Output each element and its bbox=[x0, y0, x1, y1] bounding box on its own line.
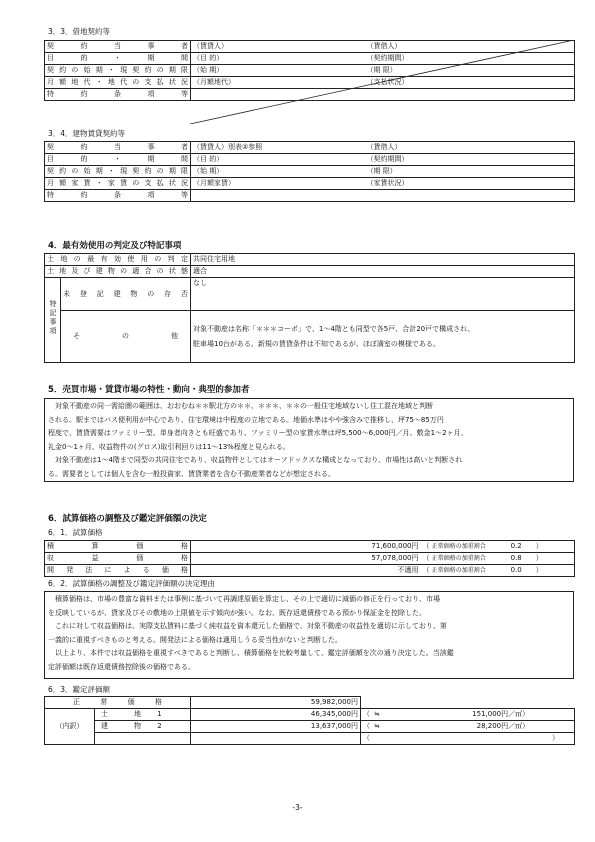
seijo-label-char: 格 bbox=[154, 698, 162, 706]
table-row bbox=[45, 154, 575, 166]
row-right-value: （賃借人） bbox=[365, 142, 575, 154]
unregistered-value: なし bbox=[191, 278, 575, 311]
land-no: 1 bbox=[157, 710, 162, 718]
blank-label-cell bbox=[95, 733, 191, 745]
tokki-label: 特記事項 bbox=[49, 300, 57, 336]
row-right-value: （契約期間） bbox=[365, 154, 575, 166]
market-text-line: 対象不動産は1～4階まで同型の共同住宅であり、収益物件としてはオーソドックスな構成となっており、市場性は高いと判断され bbox=[48, 456, 463, 464]
trial-label: 収益価格 bbox=[45, 553, 191, 565]
reason-text-line: 積算価格は、市場の豊富な資料または事例に基づいて再調達原価を算定し、その上で適切に減価の修正を行っており、市場 bbox=[48, 595, 440, 603]
row-left-value: （始 期） bbox=[191, 65, 365, 77]
row-right-value bbox=[365, 190, 575, 202]
trial-ratio-cell: （ 正常価格の加重割合 0.2 ） bbox=[421, 541, 575, 553]
lease-building-table-wrap bbox=[44, 141, 574, 202]
row-right-value: （期 限） bbox=[365, 166, 575, 178]
market-text-line: 礼金0～1ヶ月、収益物件の(グロス)取引利回りは11～13%程度と見られる。 bbox=[48, 442, 290, 451]
market-text-line: 対象不動産の同一需給圏の範囲は、おおむね＊＊駅北方の＊＊、＊＊＊、＊＊の一般住宅地域ないし住工混在地域と判断 bbox=[48, 402, 433, 410]
bldg-approx: ≒ bbox=[374, 722, 380, 730]
trial-label: 積算価格 bbox=[45, 541, 191, 553]
section-6-1-heading: 6．1．試算価格 bbox=[48, 528, 103, 537]
row-label: 月額家賃・家賃の支払状況 bbox=[45, 178, 191, 190]
row-label: 特約条項等 bbox=[45, 190, 191, 202]
bldg-label-cell bbox=[95, 721, 191, 733]
best-use-label: 土地の最有効使用の判定 bbox=[45, 254, 191, 266]
trial-price-table-wrap bbox=[44, 540, 574, 577]
naiyaku-label: （内訳） bbox=[45, 709, 95, 745]
lease-land-table-wrap bbox=[44, 40, 574, 124]
row-label: 目的・期間 bbox=[45, 53, 191, 65]
trial-label: 開発法による価格 bbox=[45, 565, 191, 577]
table-row bbox=[45, 190, 575, 202]
trial-ratio: 0.8 bbox=[510, 554, 522, 562]
table-row bbox=[45, 541, 575, 553]
other-line-1: 対象不動産は名称「＊＊＊コーポ」で、1～4階とも同型で各5戸、合計20戸で構成され、 bbox=[193, 324, 475, 333]
other-label-1: そ bbox=[73, 332, 80, 340]
bldg-value: 13,637,000円 bbox=[191, 721, 361, 733]
row-label: 契約の始期・現契約の期限 bbox=[45, 65, 191, 77]
seijo-label-cell bbox=[45, 697, 191, 709]
tokki-label-cell bbox=[45, 278, 61, 363]
market-text-line: される。駅まではバス便利用が中心であり、住宅環境は中程度の立地である。地価水準はやや強含みで推移し、坪75～85万円 bbox=[48, 415, 444, 424]
row-left-value: （賃貸人） bbox=[191, 41, 365, 53]
seijo-label-char: 正 bbox=[73, 698, 80, 706]
section-6-heading: 6．試算価格の調整及び鑑定評価額の決定 bbox=[48, 514, 207, 524]
table-row bbox=[45, 142, 575, 154]
best-use-table-wrap bbox=[44, 253, 574, 363]
trial-ratio-label: 正常価格の加重割合 bbox=[431, 555, 486, 562]
reason-text-line: 一義的に重視すべきものと考える。開発法による価格は適用しうる妥当性がないと判断した。 bbox=[48, 635, 342, 644]
appraisal-table bbox=[44, 696, 575, 745]
land-label-cell bbox=[95, 709, 191, 721]
section-6-3-heading: 6．3．鑑定評価額 bbox=[48, 685, 111, 694]
table-row bbox=[45, 565, 575, 577]
other-label-cell bbox=[61, 311, 191, 363]
strike-through-diagonal bbox=[190, 40, 574, 124]
row-left-value: （目 的） bbox=[191, 53, 365, 65]
row-left-value: （月額地代） bbox=[191, 77, 365, 89]
reason-text-line: 以上より、本件では収益価格を重視すべきであると判断し、積算価格を比較考量して、鑑定評価額を次の通り決定した。当該鑑 bbox=[48, 649, 454, 657]
trial-ratio-label: 正常価格の加重割合 bbox=[431, 567, 486, 574]
other-label-3: 他 bbox=[171, 332, 178, 340]
row-left-value: （賃貸人）別表②参照 bbox=[191, 142, 365, 154]
table-row bbox=[45, 166, 575, 178]
bldg-unit: 28,200円／㎡ bbox=[476, 722, 523, 730]
trial-ratio-cell: （ 正常価格の加重割合 0.8 ） bbox=[421, 553, 575, 565]
reason-text-box bbox=[44, 591, 574, 679]
row-left-value: （目 的） bbox=[191, 154, 365, 166]
bldg-unit-cell: （ ≒ 28,200円／㎡） bbox=[361, 721, 575, 733]
table-row bbox=[45, 553, 575, 565]
row-right-value: （契約期間） bbox=[365, 53, 575, 65]
trial-value: 不適用 bbox=[191, 565, 421, 577]
other-label-2: の bbox=[122, 332, 129, 340]
section-6-2-heading: 6．2．試算価格の調整及び鑑定評価額の決定理由 bbox=[48, 579, 216, 588]
lease-building-table bbox=[44, 141, 575, 202]
seijo-value: 59,982,000円 bbox=[191, 697, 361, 709]
best-use-value: 共同住宅用地 bbox=[191, 254, 575, 266]
suitability-value: 適合 bbox=[191, 266, 575, 278]
section-5-heading: 5．売買市場・賃貸市場の特性・動向・典型的参加者 bbox=[48, 385, 250, 395]
land-approx: ≒ bbox=[374, 710, 380, 718]
row-label: 月額地代・地代の支払状況 bbox=[45, 77, 191, 89]
bldg-no: 2 bbox=[157, 722, 162, 730]
blank-value-cell bbox=[191, 733, 361, 745]
row-label: 目的・期間 bbox=[45, 154, 191, 166]
trial-ratio-label: 正常価格の加重割合 bbox=[431, 543, 486, 550]
reason-text-line: これに対して収益価格は、実際支払賃料に基づく純収益を資本還元した価格で、対象不動産の収益性を適切に示しており、第 bbox=[48, 622, 447, 630]
row-left-value: （始 期） bbox=[191, 166, 365, 178]
land-unit-cell: （ ≒ 151,000円／㎡） bbox=[361, 709, 575, 721]
seijo-label-char: 常 bbox=[100, 698, 108, 706]
reason-text-line: を反映しているが、貸家及びその敷地の上限値を示す傾向が強い。なお、既存返還債務である預かり保証金を控除した。 bbox=[48, 608, 426, 617]
row-label: 契約当事者 bbox=[45, 142, 191, 154]
blank-unit-cell: （ ） bbox=[361, 733, 575, 745]
bldg-label: 建物 bbox=[101, 722, 141, 730]
row-label: 契約当事者 bbox=[45, 41, 191, 53]
suitability-label: 土地及び建物の適合の状態 bbox=[45, 266, 191, 278]
row-right-value: （支払状況） bbox=[365, 77, 575, 89]
trial-value: 71,600,000円 bbox=[191, 541, 421, 553]
row-label: 特約条項等 bbox=[45, 89, 191, 101]
row-right-value: （期 限） bbox=[365, 65, 575, 77]
page-number: -3- bbox=[292, 803, 303, 812]
trial-value: 57,078,000円 bbox=[191, 553, 421, 565]
row-left-value bbox=[191, 190, 365, 202]
market-text-box bbox=[44, 398, 574, 482]
table-row bbox=[45, 178, 575, 190]
market-text-line: 程度で、賃貸需要はファミリー型、単身者向きとも旺盛であり、ファミリー型の家賃水準は坪5,500～6,000円／月、敷金1～2ヶ月、 bbox=[48, 429, 468, 437]
seijo-label-char: 価 bbox=[127, 698, 135, 706]
best-use-table bbox=[44, 253, 575, 363]
row-left-value: （月額家賃） bbox=[191, 178, 365, 190]
unregistered-label: 未登記建物の存否 bbox=[61, 278, 191, 311]
appraisal-table-wrap bbox=[44, 696, 574, 745]
trial-ratio: 0.2 bbox=[510, 542, 522, 550]
section-3-3-heading: 3．3．借地契約等 bbox=[48, 27, 111, 36]
other-line-2: 駐車場10台がある。新規の賃貸条件は不知であるが、ほぼ満室の模様である。 bbox=[193, 339, 440, 348]
trial-price-table bbox=[44, 540, 575, 577]
land-unit: 151,000円／㎡ bbox=[472, 710, 523, 718]
row-right-value: （家賃状況） bbox=[365, 178, 575, 190]
section-4-heading: 4．最有効使用の判定及び特記事項 bbox=[48, 241, 182, 251]
land-value: 46,345,000円 bbox=[191, 709, 361, 721]
reason-text-line: 定評価額は既存返還債務控除後の価格である。 bbox=[48, 662, 195, 671]
market-text-line: る。需要者としては個人を含む一般投資家、賃貸業者を含む不動産業者などが想定される。 bbox=[48, 469, 335, 478]
seijo-blank bbox=[361, 697, 575, 709]
section-3-4-heading: 3．4．建物賃貸契約等 bbox=[48, 129, 126, 138]
land-label: 土地 bbox=[101, 710, 141, 718]
trial-ratio-cell: （ 正常価格の加重割合 0.0 ） bbox=[421, 565, 575, 577]
row-right-value: （賃借人） bbox=[365, 41, 575, 53]
row-label: 契約の始期・現契約の期限 bbox=[45, 166, 191, 178]
other-value bbox=[191, 311, 575, 363]
trial-ratio: 0.0 bbox=[510, 566, 522, 574]
